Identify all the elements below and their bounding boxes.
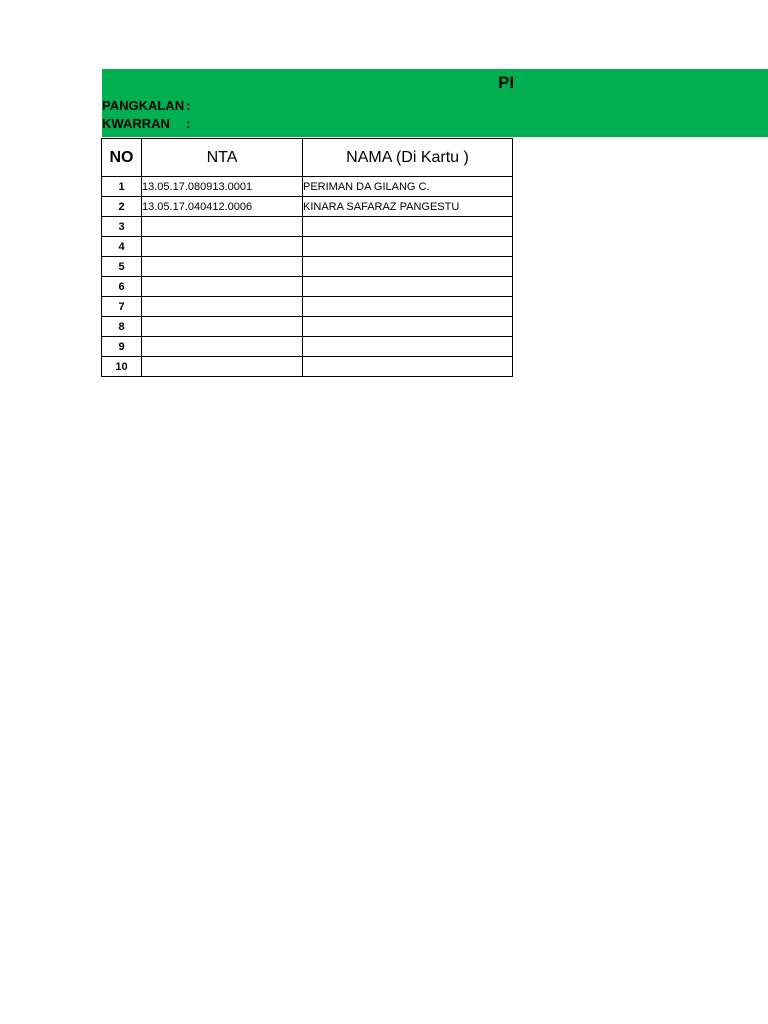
kwarran-separator: : (186, 116, 191, 131)
column-header-nama[interactable]: NAMA (Di Kartu ) (303, 139, 513, 177)
nta-cell[interactable]: 13.05.17.080913.0001 (142, 177, 303, 197)
pangkalan-separator: : (186, 98, 191, 113)
table-row (102, 317, 513, 337)
nama-cell[interactable] (303, 337, 513, 357)
row-number-cell[interactable]: 10 (102, 357, 142, 377)
row-number-cell[interactable]: 1 (102, 177, 142, 197)
table-row (102, 297, 513, 317)
kwarran-label: KWARRAN (102, 116, 170, 131)
nama-cell[interactable] (303, 237, 513, 257)
nta-cell[interactable] (142, 237, 303, 257)
nta-cell[interactable] (142, 317, 303, 337)
table-row (102, 217, 513, 237)
row-number-cell[interactable]: 7 (102, 297, 142, 317)
nama-cell[interactable] (303, 357, 513, 377)
table-row (102, 257, 513, 277)
table-row (102, 177, 513, 197)
table-row (102, 277, 513, 297)
nama-cell[interactable] (303, 217, 513, 237)
row-number-cell[interactable]: 6 (102, 277, 142, 297)
nama-cell[interactable]: PERIMAN DA GILANG C. (303, 177, 513, 197)
nama-cell[interactable] (303, 317, 513, 337)
nta-cell[interactable]: 13.05.17.040412.0006 (142, 197, 303, 217)
row-number-cell[interactable]: 4 (102, 237, 142, 257)
table-header-row (102, 139, 513, 177)
nta-cell[interactable] (142, 357, 303, 377)
nama-cell[interactable] (303, 297, 513, 317)
table-row (102, 237, 513, 257)
sheet-title: PI (498, 73, 515, 92)
nama-cell[interactable] (303, 277, 513, 297)
kwarran-row (102, 115, 190, 133)
nta-cell[interactable] (142, 257, 303, 277)
row-number-cell[interactable]: 9 (102, 337, 142, 357)
row-number-cell[interactable]: 2 (102, 197, 142, 217)
pangkalan-label: PANGKALAN (102, 98, 185, 113)
nta-cell[interactable] (142, 217, 303, 237)
table-row (102, 357, 513, 377)
row-number-cell[interactable]: 8 (102, 317, 142, 337)
column-header-nta[interactable]: NTA (142, 139, 303, 177)
column-header-no[interactable]: NO (102, 139, 142, 177)
member-table (101, 138, 513, 377)
nta-cell[interactable] (142, 277, 303, 297)
row-number-cell[interactable]: 5 (102, 257, 142, 277)
table-row (102, 337, 513, 357)
header-band (102, 69, 768, 137)
nta-cell[interactable] (142, 337, 303, 357)
table-row (102, 197, 513, 217)
row-number-cell[interactable]: 3 (102, 217, 142, 237)
nama-cell[interactable] (303, 257, 513, 277)
nama-cell[interactable]: KINARA SAFARAZ PANGESTU (303, 197, 513, 217)
pangkalan-row (102, 97, 190, 115)
nta-cell[interactable] (142, 297, 303, 317)
